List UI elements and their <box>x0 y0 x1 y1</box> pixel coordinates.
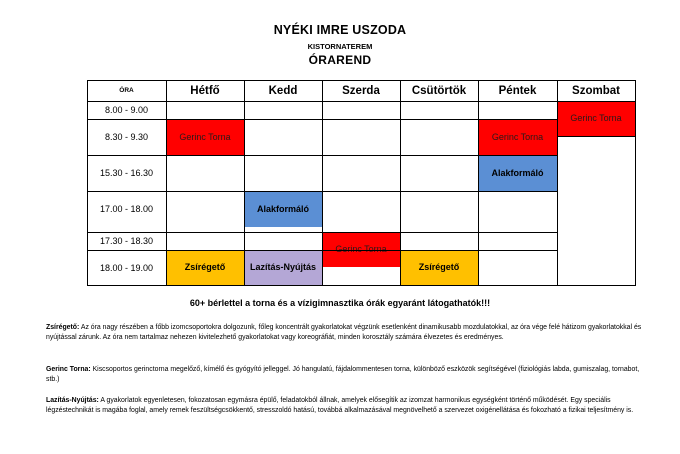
time-slot-label: 17.30 - 18.30 <box>99 236 154 246</box>
class-block: Gerinc Torna <box>478 119 557 155</box>
class-block: Gerinc Torna <box>166 119 244 155</box>
description-text: A gyakorlatok egyenletesen, fokozatosan egymásra épülő, feladatokból állnak, amelyek elősegítik az izomzat harmonikus egységként történő működését. Egy speciális légzéstechnikát is magába foglal, amely remek feszültségcsökkentő, stresszoldó hatású, továbbá alkalmazásával megnövelhető a szervezet oxigénellátása és fokozható a fizikai teljesítmény is. <box>46 397 634 414</box>
description-text: Kiscsoportos gerinctorna megelőző, kímélő és gyógyító jelleggel. Jó hangulatú, fájdalommentesen torna, különböző eszközök segítségével (fiziológiás labda, gumiszalag, tornabot, stb.) <box>46 366 640 383</box>
grid-line <box>557 80 636 81</box>
time-slot-label: 15.30 - 16.30 <box>99 168 154 178</box>
day-header: Szombat <box>572 84 620 97</box>
time-slot-label: 17.00 - 18.00 <box>99 204 154 214</box>
class-block: Lazítás-Nyújtás <box>244 250 322 285</box>
grid-line <box>400 80 401 286</box>
description-term: Lazítás-Nyújtás: <box>46 397 99 404</box>
grid-line <box>478 80 479 286</box>
description-gerinc-torna <box>46 365 646 385</box>
description-lazitas-nyujtas <box>46 396 646 416</box>
class-block: Zsírégető <box>400 250 478 285</box>
time-slot-label: 8.30 - 9.30 <box>104 132 149 142</box>
day-header: Kedd <box>268 84 298 97</box>
grid-line <box>244 80 245 286</box>
grid-line <box>166 80 167 286</box>
day-header: Szerda <box>342 84 380 97</box>
age-pass-note: 60+ bérlettel a torna és a vízigimnasztika órák egyaránt látogathatók!!! <box>189 298 491 308</box>
schedule-title: ÓRAREND <box>308 53 372 67</box>
page-title: NYÉKI IMRE USZODA <box>273 23 407 37</box>
description-term: Gerinc Torna: <box>46 366 91 373</box>
class-block: Alakformáló <box>478 155 557 191</box>
grid-line <box>322 80 323 286</box>
class-block: Alakformáló <box>244 191 322 227</box>
grid-line <box>87 80 88 286</box>
room-subtitle: KISTORNATEREM <box>307 42 373 51</box>
time-column-header: ÓRA <box>119 87 134 94</box>
day-header: Péntek <box>498 84 537 97</box>
time-slot-label: 18.00 - 19.00 <box>99 262 154 273</box>
time-slot-label: 8.00 - 9.00 <box>104 105 149 115</box>
grid-line <box>557 80 558 286</box>
grid-line <box>557 136 636 137</box>
day-header: Csütörtök <box>411 84 467 97</box>
class-block: Gerinc Torna <box>557 101 635 136</box>
description-zsiregeto <box>46 323 646 343</box>
class-block: Zsírégető <box>166 250 244 285</box>
description-term: Zsírégető: <box>46 324 80 331</box>
grid-line <box>635 80 636 286</box>
day-header: Hétfő <box>190 84 220 97</box>
grid-line <box>557 101 636 102</box>
description-text: Az óra nagy részében a főbb izomcsoportokra dolgozunk, főleg koncentrált gyakorlatokat végzünk esetlenként dinamikusabb mozdulatokkal, az óra vége felé hátizom gyakorlatokkal és nyújtással zárunk. Az óra nem tartalmaz nehezen kivitelezhető gyakorlatokat vagy koreográfiát, minden korosztály számára élvezetes és eredményes. <box>46 324 642 341</box>
grid-line <box>557 285 636 286</box>
